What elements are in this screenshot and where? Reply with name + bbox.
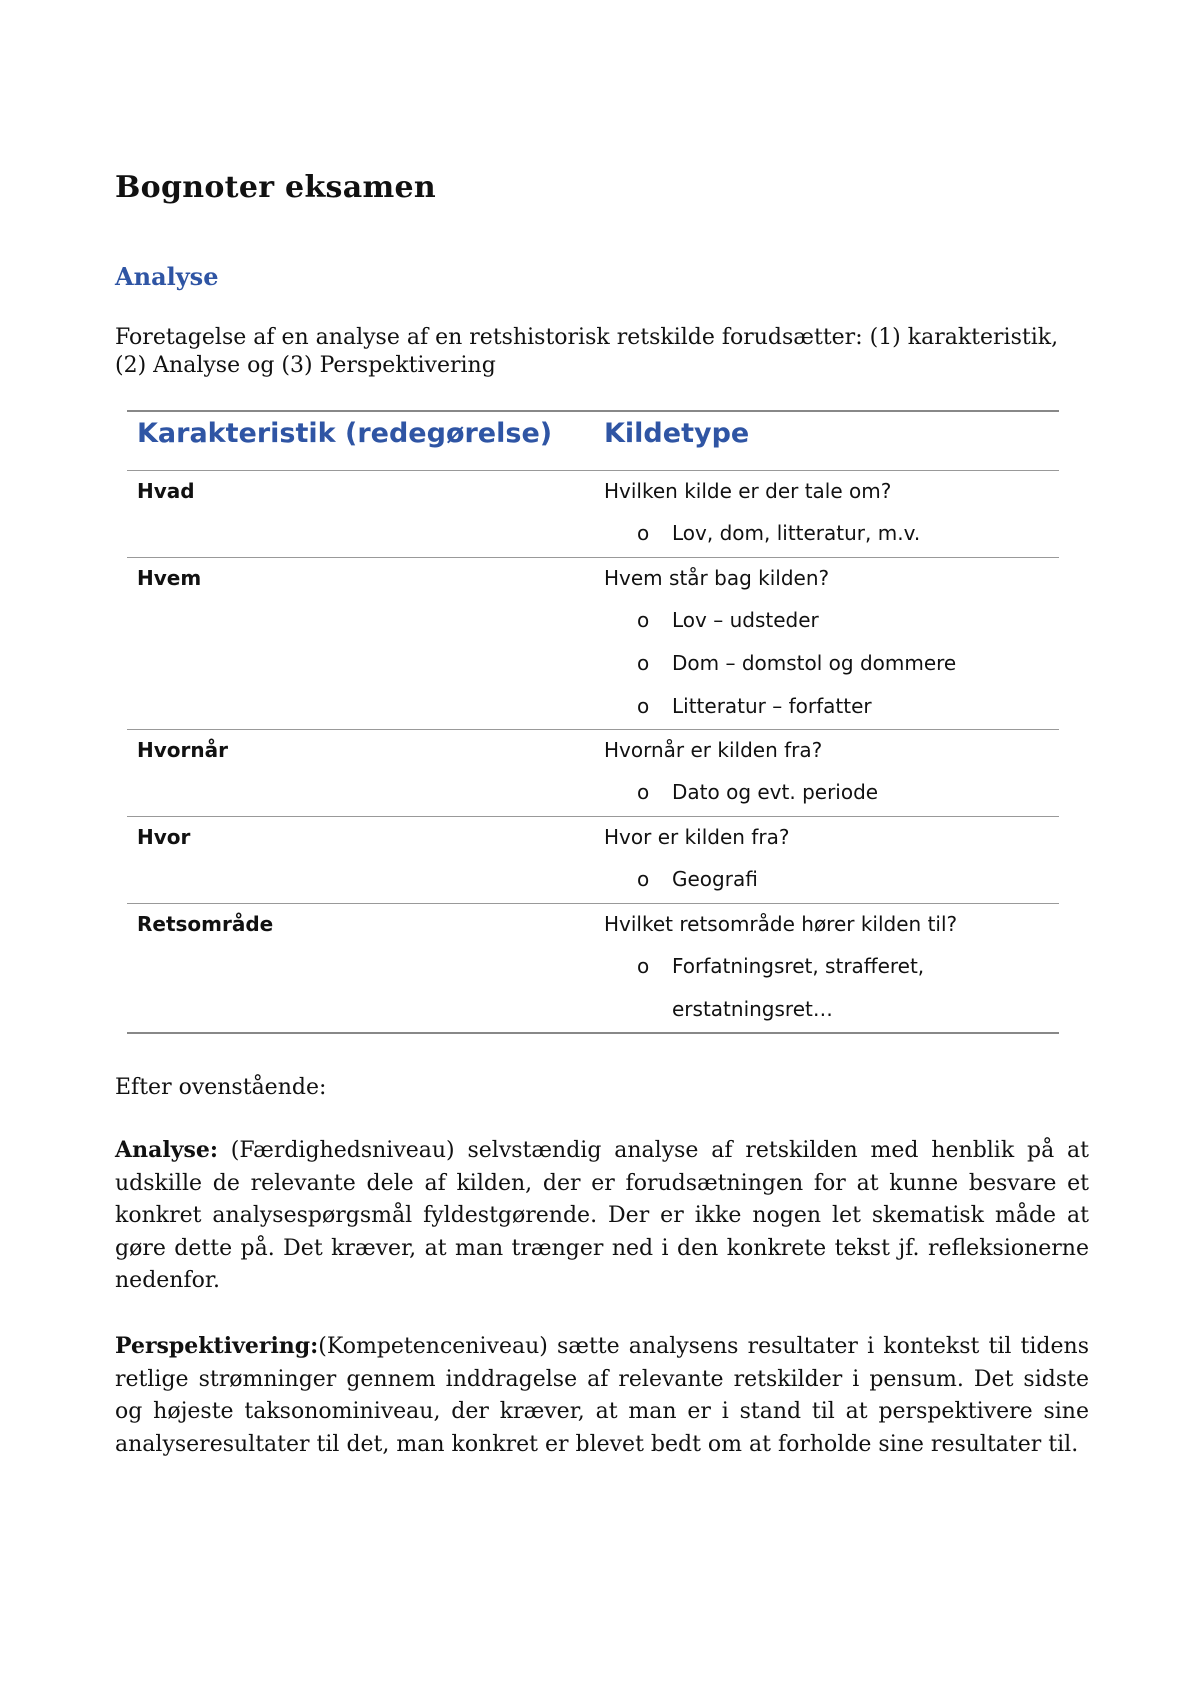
table-row <box>127 730 1059 817</box>
analysis-text: (Færdighedsniveau) selvstændig analyse af retskilden med henblik på at udskille de relevante dele af kilden, der er forudsætningen for at kunne besvare et konkret analysespørgsmål fyldestgørende. Der er ikke nogen let skematisk måde at gøre dette på. Det kræver, at man trænger ned i den konkrete tekst jf. refleksionerne nedenfor. <box>115 1138 1089 1293</box>
perspective-text: (Kompetenceniveau) sætte analysens resultater i kontekst til tidens retlige strømninger gennem inddragelse af relevante retskilder i pensum. Det sidste og højeste taksonominiveau, der kræver, at man er i stand til at perspektivere sine analyseresultater til det, man konkret er blevet bedt om at forholde sine resultater til. <box>115 1334 1089 1457</box>
after-table-text: Efter ovenstående: <box>115 1075 327 1100</box>
section-heading: Analyse <box>115 262 219 291</box>
perspective-paragraph <box>115 1330 1089 1461</box>
table-header-characteristic: Karakteristik (redegørelse) <box>137 418 553 449</box>
list-item-continuation: erstatningsret… <box>672 997 833 1021</box>
document-title: Bognoter eksamen <box>115 170 437 205</box>
perspective-lead: Perspektivering: <box>115 1333 319 1359</box>
bullet-icon: o <box>637 694 650 718</box>
list-item: Forfatningsret, strafferet, <box>672 954 925 978</box>
row-label: Hvornår <box>137 738 228 762</box>
row-question: Hvor er kilden fra? <box>604 825 790 849</box>
intro-paragraph: Foretagelse af en analyse af en retshistorisk retskilde forudsætter: (1) karakteristik, (2) Analyse og (3) Perspektivering <box>115 325 1059 378</box>
bullet-icon: o <box>637 608 650 632</box>
table-row <box>127 558 1059 730</box>
list-item: Litteratur – forfatter <box>672 694 872 718</box>
bullet-icon: o <box>637 521 650 545</box>
row-label: Hvor <box>137 825 191 849</box>
row-question: Hvem står bag kilden? <box>604 566 830 590</box>
table-header-source-type: Kildetype <box>604 418 750 449</box>
row-question: Hvilket retsområde hører kilden til? <box>604 912 958 936</box>
table-row <box>127 904 1059 1034</box>
list-item: Lov, dom, litteratur, m.v. <box>672 521 921 545</box>
list-item: Dom – domstol og dommere <box>672 651 957 675</box>
bullet-icon: o <box>637 954 650 978</box>
table-header-row <box>127 412 1059 471</box>
row-question: Hvornår er kilden fra? <box>604 738 823 762</box>
analysis-lead: Analyse: <box>115 1137 218 1163</box>
row-label: Retsområde <box>137 912 274 936</box>
list-item: Lov – udsteder <box>672 608 819 632</box>
row-label: Hvem <box>137 566 202 590</box>
table-row <box>127 471 1059 558</box>
bullet-icon: o <box>637 780 650 804</box>
characteristics-table <box>127 410 1059 1034</box>
row-label: Hvad <box>137 479 195 503</box>
bullet-icon: o <box>637 867 650 891</box>
list-item: Geografi <box>672 867 758 891</box>
analysis-paragraph <box>115 1134 1089 1298</box>
list-item: Dato og evt. periode <box>672 780 879 804</box>
table-row <box>127 817 1059 904</box>
bullet-icon: o <box>637 651 650 675</box>
row-question: Hvilken kilde er der tale om? <box>604 479 892 503</box>
